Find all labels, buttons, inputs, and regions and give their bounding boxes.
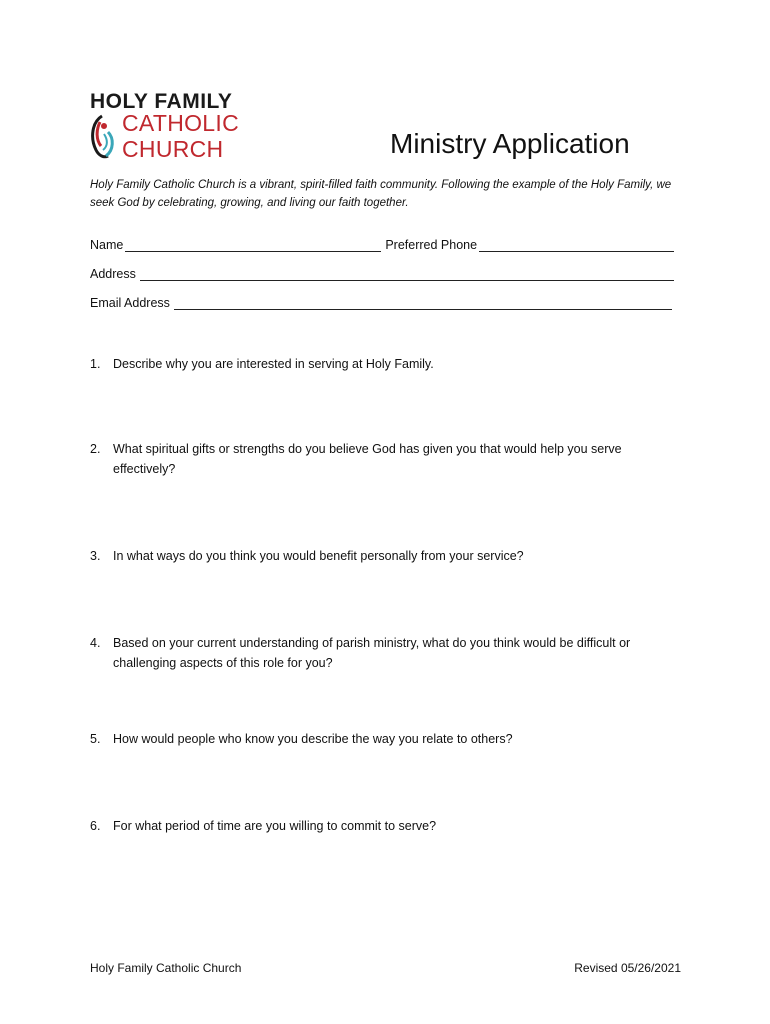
logo-line-holy-family: HOLY FAMILY: [90, 90, 233, 113]
church-logo: [88, 90, 258, 166]
page-title: Ministry Application: [390, 128, 630, 159]
question-1: [90, 354, 670, 374]
question-number: 2.: [90, 442, 101, 456]
question-text: In what ways do you think you would benefit personally from your service?: [113, 549, 524, 563]
question-number: 6.: [90, 819, 101, 833]
address-field[interactable]: [140, 268, 674, 281]
question-5: [90, 729, 670, 749]
name-label: Name: [90, 238, 124, 252]
holy-family-emblem-icon: [88, 112, 120, 162]
phone-field[interactable]: [479, 239, 674, 252]
question-text: Based on your current understanding of parish ministry, what do you think would be difficult or challenging aspects of this role for you?: [113, 636, 631, 670]
question-text: Describe why you are interested in serving at Holy Family.: [113, 357, 434, 371]
question-number: 5.: [90, 732, 101, 746]
email-label: Email Address: [90, 296, 170, 310]
logo-line-catholic: CATHOLIC: [122, 110, 239, 136]
question-4: [90, 633, 670, 673]
intro-paragraph: Holy Family Catholic Church is a vibrant, spirit-filled faith community. Following the example of the Holy Family, we seek God by celebrating, growing, and living our faith together.: [90, 179, 672, 209]
name-field[interactable]: [125, 239, 381, 252]
footer-church-name: Holy Family Catholic Church: [90, 961, 242, 975]
question-2: [90, 439, 670, 479]
address-row: [90, 267, 674, 281]
question-number: 4.: [90, 636, 101, 650]
phone-label: Preferred Phone: [385, 238, 478, 252]
question-number: 3.: [90, 549, 101, 563]
question-text: What spiritual gifts or strengths do you believe God has given you that would help you serve effectively?: [113, 442, 622, 476]
name-phone-row: [90, 238, 674, 252]
question-3: [90, 546, 670, 566]
question-text: For what period of time are you willing to commit to serve?: [113, 819, 437, 833]
address-label: Address: [90, 267, 136, 281]
question-text: How would people who know you describe the way you relate to others?: [113, 732, 513, 746]
email-row: [90, 296, 672, 310]
question-number: 1.: [90, 357, 101, 371]
footer-revision-date: Revised 05/26/2021: [574, 961, 681, 975]
logo-line-church: CHURCH: [122, 136, 224, 162]
question-6: [90, 816, 670, 836]
email-field[interactable]: [174, 297, 672, 310]
